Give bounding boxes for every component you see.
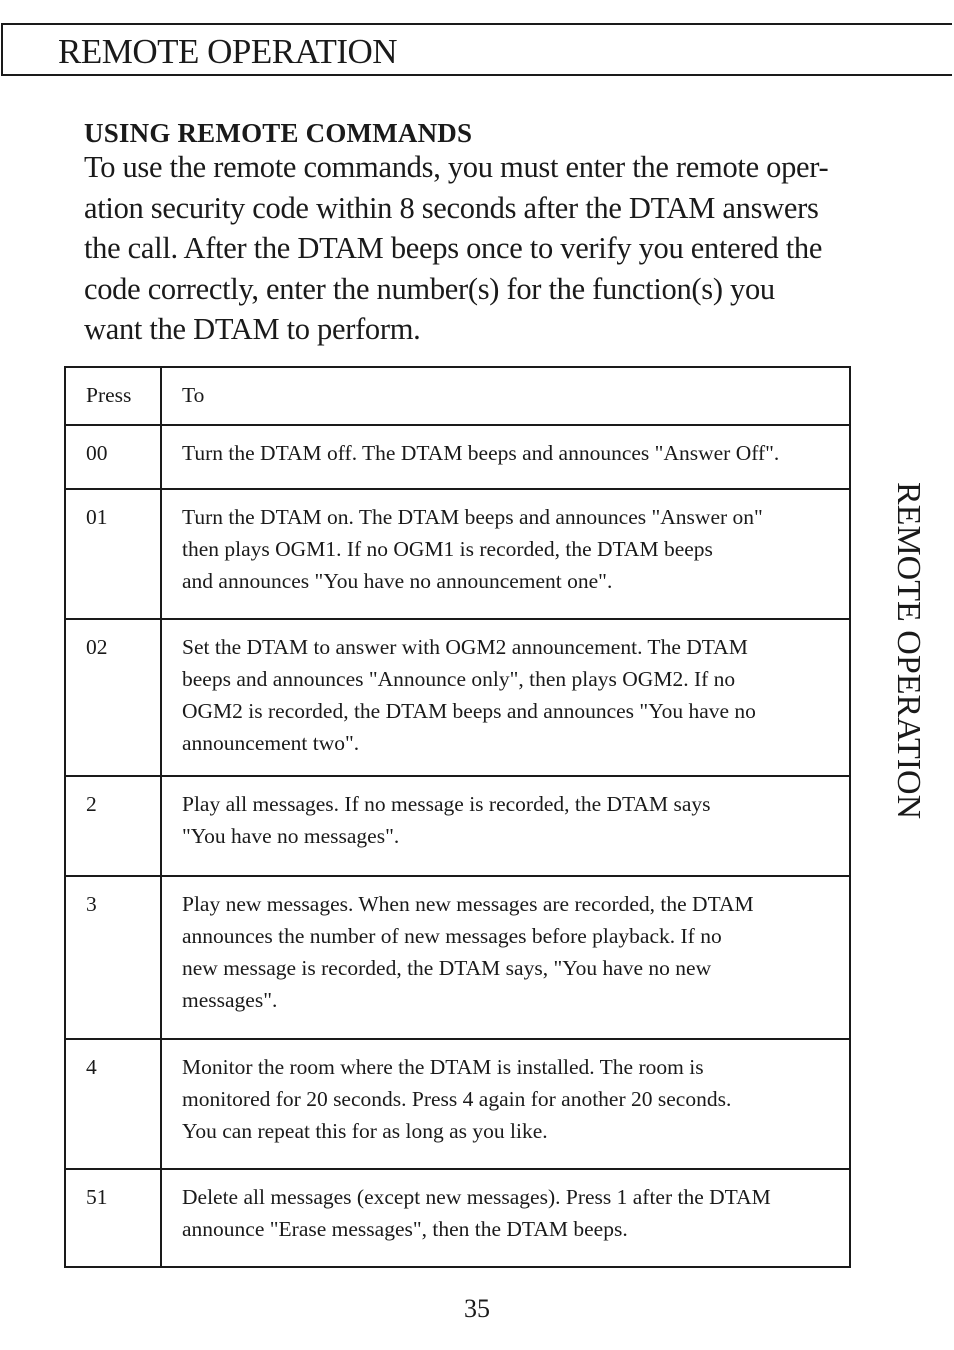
description-line: announces the number of new messages before playback. If no — [182, 924, 722, 948]
command-description — [161, 1039, 850, 1169]
intro-line: the call. After the DTAM beeps once to verify you entered the — [84, 231, 823, 265]
description-line: then plays OGM1. If no OGM1 is recorded, the DTAM beeps — [182, 537, 713, 561]
description-line: messages". — [182, 988, 278, 1012]
remote-commands-table — [64, 366, 851, 1268]
description-line: Monitor the room where the DTAM is installed. The room is — [182, 1055, 704, 1079]
command-description — [161, 876, 850, 1039]
table-row — [65, 1169, 850, 1267]
command-description — [161, 425, 850, 489]
description-line: Play new messages. When new messages are recorded, the DTAM — [182, 892, 754, 916]
description-line: and announces "You have no announcement one". — [182, 569, 613, 593]
command-description — [161, 1169, 850, 1267]
description-line: Play all messages. If no message is recorded, the DTAM says — [182, 792, 711, 816]
table-row — [65, 425, 850, 489]
table-row — [65, 1039, 850, 1169]
page-title: REMOTE OPERATION — [58, 32, 398, 71]
column-header-to: To — [161, 367, 850, 425]
description-line: beeps and announces "Announce only", then plays OGM2. If no — [182, 667, 736, 691]
table-row — [65, 489, 850, 619]
press-code: 2 — [65, 776, 161, 876]
intro-line: want the DTAM to perform. — [84, 312, 421, 346]
press-code: 00 — [65, 425, 161, 489]
table-row — [65, 619, 850, 776]
description-line: "You have no messages". — [182, 824, 400, 848]
press-code: 4 — [65, 1039, 161, 1169]
command-description — [161, 489, 850, 619]
description-line: Turn the DTAM off. The DTAM beeps and announces "Answer Off". — [182, 441, 780, 465]
press-code: 3 — [65, 876, 161, 1039]
side-section-label: REMOTE OPERATION — [890, 482, 927, 820]
description-line: new message is recorded, the DTAM says, "You have no new — [182, 956, 712, 980]
command-description — [161, 619, 850, 776]
description-line: Turn the DTAM on. The DTAM beeps and announces "Answer on" — [182, 505, 763, 529]
description-line: You can repeat this for as long as you like. — [182, 1119, 548, 1143]
intro-line: To use the remote commands, you must enter the remote oper- — [84, 150, 829, 184]
column-header-press: Press — [65, 367, 161, 425]
intro-line: code correctly, enter the number(s) for the function(s) you — [84, 271, 775, 306]
description-line: monitored for 20 seconds. Press 4 again for another 20 seconds. — [182, 1087, 732, 1111]
section-heading: USING REMOTE COMMANDS — [84, 118, 473, 148]
description-line: Set the DTAM to answer with OGM2 announcement. The DTAM — [182, 635, 748, 659]
intro-paragraph — [84, 147, 844, 350]
table-row — [65, 876, 850, 1039]
description-line: OGM2 is recorded, the DTAM beeps and announces "You have no — [182, 699, 756, 723]
intro-line: ation security code within 8 seconds after the DTAM answers — [84, 190, 819, 225]
command-description — [161, 776, 850, 876]
table-row — [65, 776, 850, 876]
press-code: 51 — [65, 1169, 161, 1267]
page-number: 35 — [464, 1294, 490, 1323]
description-line: announcement two". — [182, 731, 360, 755]
description-line: Delete all messages (except new messages). Press 1 after the DTAM — [182, 1185, 771, 1209]
press-code: 01 — [65, 489, 161, 619]
description-line: announce "Erase messages", then the DTAM beeps. — [182, 1217, 628, 1241]
press-code: 02 — [65, 619, 161, 776]
table-header-row — [65, 367, 850, 425]
